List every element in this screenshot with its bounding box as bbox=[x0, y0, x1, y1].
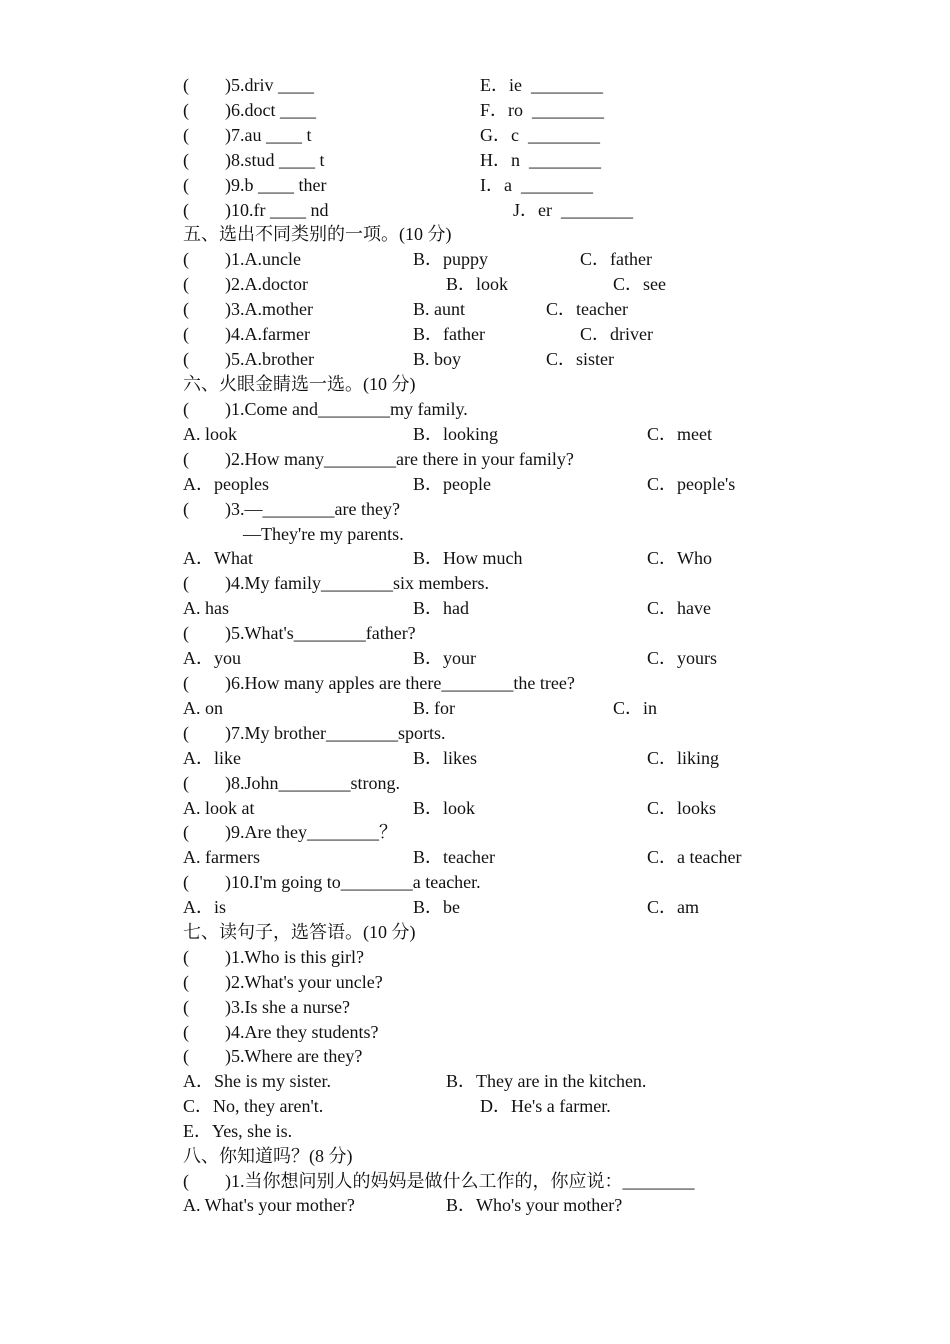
matching-option: J．er ________ bbox=[513, 200, 633, 220]
classify-option-c: C．see bbox=[613, 274, 666, 294]
answer-row bbox=[0, 1094, 950, 1118]
matching-question: ( )7.au ____ t bbox=[183, 125, 312, 145]
classify-row bbox=[0, 247, 950, 271]
choice-a: A．peoples bbox=[183, 474, 269, 494]
question-text: ( )6.How many apples are there________the tree? bbox=[183, 673, 575, 693]
choice-c: C．a teacher bbox=[647, 847, 742, 867]
answer-a: A．She is my sister. bbox=[183, 1071, 332, 1091]
classify-option-c: C．sister bbox=[546, 349, 615, 369]
matching-option: E．ie ________ bbox=[480, 75, 603, 95]
section-heading-6: 六、火眼金睛选一选。(10 分) bbox=[183, 374, 416, 394]
choice-c: C．meet bbox=[647, 424, 712, 444]
classify-option-a: ( )1.A.uncle bbox=[183, 249, 301, 269]
choice-a: A．is bbox=[183, 897, 227, 917]
choice-c: C．have bbox=[647, 598, 711, 618]
question-text: ( )4.Are they students? bbox=[183, 1022, 379, 1042]
classify-row bbox=[0, 297, 950, 321]
section-heading-8: 八、你知道吗？(8 分) bbox=[183, 1146, 353, 1166]
choice-row bbox=[0, 546, 950, 570]
choice-c: C．liking bbox=[647, 748, 720, 768]
classify-option-c: C．father bbox=[580, 249, 652, 269]
section-heading-5: 五、选出不同类别的一项。(10 分) bbox=[183, 224, 452, 244]
choice-row bbox=[0, 696, 950, 720]
choice-a: A．What bbox=[183, 548, 253, 568]
matching-question: ( )10.fr ____ nd bbox=[183, 200, 329, 220]
classify-option-b: B．look bbox=[446, 274, 509, 294]
choice-a: A．like bbox=[183, 748, 241, 768]
question-text: ( )2.How many________are there in your family? bbox=[183, 449, 574, 469]
choice-a: A. look bbox=[183, 424, 237, 444]
matching-question: ( )8.stud ____ t bbox=[183, 150, 325, 170]
choice-b: B．people bbox=[413, 474, 491, 494]
matching-row bbox=[0, 123, 950, 147]
matching-row bbox=[0, 98, 950, 122]
choice-a: A. farmers bbox=[183, 847, 260, 867]
answer-b: B．They are in the kitchen. bbox=[446, 1071, 647, 1091]
choice-row bbox=[0, 895, 950, 919]
choice-b: B．teacher bbox=[413, 847, 495, 867]
matching-option: G．c ________ bbox=[480, 125, 600, 145]
choice-row bbox=[0, 746, 950, 770]
choice-b: B．had bbox=[413, 598, 469, 618]
classify-option-b: B．puppy bbox=[413, 249, 489, 269]
choice-c: C．looks bbox=[647, 798, 717, 818]
classify-row bbox=[0, 347, 950, 371]
matching-row bbox=[0, 173, 950, 197]
classify-option-a: ( )3.A.mother bbox=[183, 299, 313, 319]
choice-row bbox=[0, 596, 950, 620]
matching-question: ( )5.driv ____ bbox=[183, 75, 314, 95]
choice-a: A. What's your mother? bbox=[183, 1195, 355, 1215]
choice-row bbox=[0, 472, 950, 496]
choice-a: A. on bbox=[183, 698, 223, 718]
choice-a: A．you bbox=[183, 648, 241, 668]
matching-option: F．ro ________ bbox=[480, 100, 605, 120]
choice-row bbox=[0, 1193, 950, 1217]
question-text: ( )7.My brother________sports. bbox=[183, 723, 446, 743]
classify-row bbox=[0, 272, 950, 296]
choice-b: B．Who's your mother? bbox=[446, 1195, 623, 1215]
classify-option-b: B. aunt bbox=[413, 299, 465, 319]
question-text: ( )9.Are they________？ bbox=[183, 822, 397, 842]
question-text: ( )2.What's your uncle? bbox=[183, 972, 383, 992]
question-text: ( )5.Where are they? bbox=[183, 1046, 363, 1066]
question-text: ( )1.Who is this girl? bbox=[183, 947, 364, 967]
question-text: ( )10.I'm going to________a teacher. bbox=[183, 872, 481, 892]
question-text: ( )8.John________strong. bbox=[183, 773, 400, 793]
choice-c: C．am bbox=[647, 897, 699, 917]
question-text: ( )3.—________are they? bbox=[183, 499, 400, 519]
question-text: ( )5.What's________father? bbox=[183, 623, 416, 643]
choice-b: B. for bbox=[413, 698, 455, 718]
choice-b: B．likes bbox=[413, 748, 478, 768]
matching-option: H．n ________ bbox=[480, 150, 601, 170]
question-text: ( )3.Is she a nurse? bbox=[183, 997, 350, 1017]
question-text: ( )1.当你想问别人的妈妈是做什么工作的，你应说：________ bbox=[183, 1171, 695, 1191]
matching-question: ( )9.b ____ ther bbox=[183, 175, 327, 195]
choice-row bbox=[0, 646, 950, 670]
matching-row bbox=[0, 198, 950, 222]
choice-b: B．look bbox=[413, 798, 476, 818]
choice-b: B．your bbox=[413, 648, 476, 668]
classify-option-b: B. boy bbox=[413, 349, 462, 369]
choice-b: B．be bbox=[413, 897, 460, 917]
choice-c: C．people's bbox=[647, 474, 736, 494]
question-text: ( )4.My family________six members. bbox=[183, 573, 489, 593]
choice-c: C．Who bbox=[647, 548, 712, 568]
answer-row bbox=[0, 1069, 950, 1093]
choice-row bbox=[0, 422, 950, 446]
choice-b: B．looking bbox=[413, 424, 499, 444]
choice-row bbox=[0, 796, 950, 820]
question-text: ( )1.Come and________my family. bbox=[183, 399, 468, 419]
classify-row bbox=[0, 322, 950, 346]
answer-d: D．He's a farmer. bbox=[480, 1096, 611, 1116]
classify-option-a: ( )2.A.doctor bbox=[183, 274, 308, 294]
classify-option-b: B．father bbox=[413, 324, 485, 344]
matching-row bbox=[0, 148, 950, 172]
matching-option: I．a ________ bbox=[480, 175, 593, 195]
classify-option-c: C．teacher bbox=[546, 299, 628, 319]
choice-a: A. has bbox=[183, 598, 229, 618]
section-heading-7: 七、读句子，选答语。(10 分) bbox=[183, 922, 416, 942]
choice-b: B．How much bbox=[413, 548, 523, 568]
classify-option-c: C．driver bbox=[580, 324, 653, 344]
choice-c: C．yours bbox=[647, 648, 718, 668]
matching-row bbox=[0, 73, 950, 97]
choice-c: C．in bbox=[613, 698, 658, 718]
answer-c: C．No, they aren't. bbox=[183, 1096, 324, 1116]
classify-option-a: ( )5.A.brother bbox=[183, 349, 314, 369]
answer-e: E．Yes, she is. bbox=[183, 1121, 293, 1141]
choice-a: A. look at bbox=[183, 798, 255, 818]
classify-option-a: ( )4.A.farmer bbox=[183, 324, 310, 344]
question-dialogue: —They're my parents. bbox=[243, 524, 404, 544]
matching-question: ( )6.doct ____ bbox=[183, 100, 316, 120]
choice-row bbox=[0, 845, 950, 869]
